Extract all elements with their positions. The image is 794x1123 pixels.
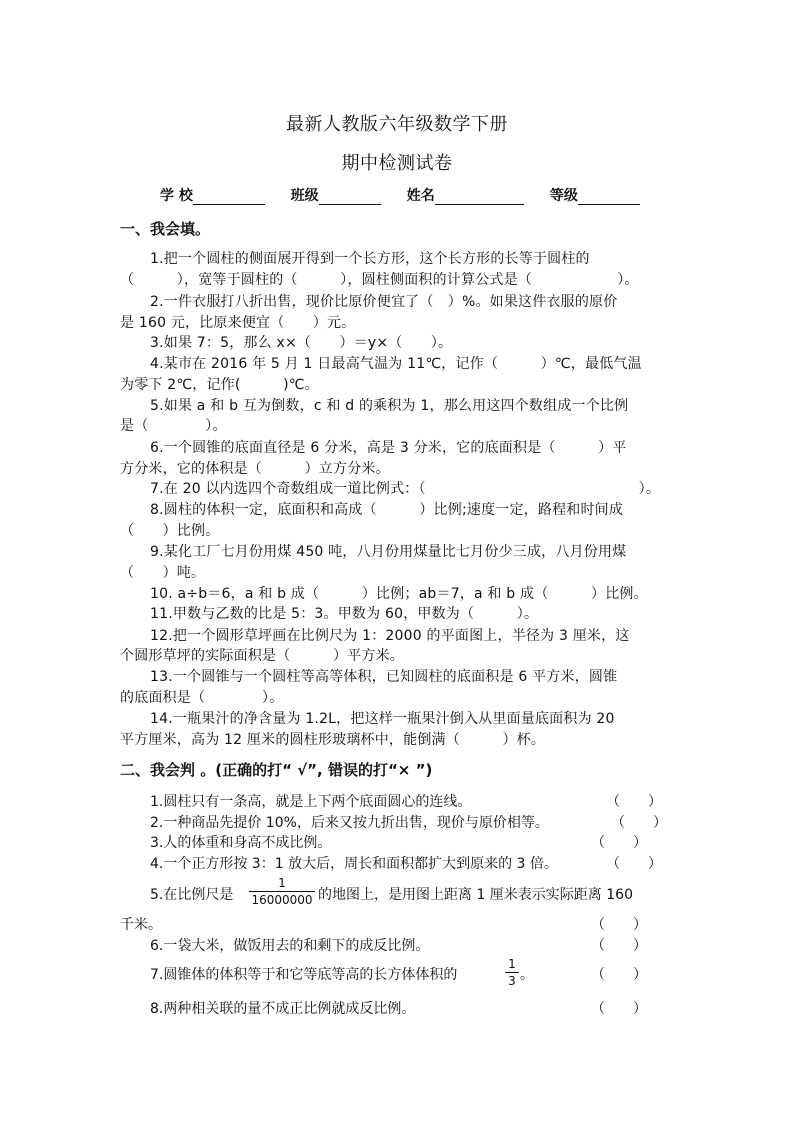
grade-label: 等级 — [549, 188, 578, 204]
tf-item-text: 8.两种相关联的量不成正比例就成反比例。 — [150, 1001, 416, 1017]
answer-parens[interactable]: （ ） — [591, 967, 647, 983]
question-line: 13.一个圆锥与一个圆柱等高等体积，已知圆柱的底面积是 6 平方米，圆锥 — [150, 669, 618, 685]
tf-item-text: 2.一种商品先提价 10%，后来又按九折出售，现价与原价相等。 — [150, 815, 549, 831]
tf-item-text: 3.人的体重和身高不成比例。 — [150, 835, 332, 851]
question-line: 6.一个圆锥的底面直径是 6 分米，高是 3 分米，它的底面积是（ ）平 — [150, 440, 627, 456]
question-line: 是 160 元，比原来便宜（ ）元。 — [120, 315, 356, 331]
question-line: 14.一瓶果汁的净含量为 1.2L，把这样一瓶果汁倒入从里面量底面积为 20 — [150, 711, 615, 727]
question-line: 10. a÷b＝6，a 和 b 成（ ）比例；ab＝7，a 和 b 成（ ）比例。 — [150, 586, 648, 602]
question-line: 5.如果 a 和 b 互为倒数，c 和 d 的乘积为 1，那么用这四个数组成一个比例 — [150, 398, 629, 414]
question-line: 是（ ）。 — [120, 418, 227, 434]
name-label: 姓名 — [406, 188, 435, 204]
question-line: （ ）吨。 — [120, 565, 206, 581]
question-line: 4.某市在 2016 年 5 月 1 日最高气温为 11℃，记作（ ）℃，最低气温 — [150, 356, 642, 372]
fraction-denominator: 3 — [508, 974, 516, 988]
tf-item-text: 的地图上，是用图上距离 1 厘米表示实际距离 160 — [318, 887, 633, 903]
fraction-denominator: 16000000 — [251, 893, 313, 907]
question-line: 方分米，它的体积是（ ）立方分米。 — [120, 461, 390, 477]
question-line: （ ），宽等于圆柱的（ ），圆柱侧面积的计算公式是（ ）。 — [120, 272, 639, 288]
grade-blank[interactable] — [578, 190, 640, 205]
fraction-numerator: 1 — [249, 876, 315, 892]
class-label: 班级 — [290, 188, 319, 204]
question-line: 平方厘米，高为 12 厘米的圆柱形玻璃杯中，能倒满（ ）杯。 — [120, 732, 546, 748]
question-line: 12.把一个圆形草坪画在比例尺为 1：2000 的平面图上，半径为 3 厘米，这 — [150, 628, 630, 644]
fraction-numerator: 1 — [505, 957, 519, 973]
answer-parens[interactable]: （ ） — [606, 794, 662, 810]
answer-parens[interactable]: （ ） — [591, 835, 647, 851]
third-fraction — [505, 957, 519, 988]
tf-item-text: 1.圆柱只有一条高，就是上下两个底面圆心的连线。 — [150, 794, 472, 810]
page-title: 最新人教版六年级数学下册 — [286, 114, 508, 135]
question-line: 个圆形草坪的实际面积是（ ）平方米。 — [120, 648, 404, 664]
page-subtitle: 期中检测试卷 — [341, 153, 453, 174]
tf-item-text: 6.一袋大米，做饭用去的和剩下的成反比例。 — [150, 938, 430, 954]
question-line: 1.把一个圆柱的侧面展开得到一个长方形，这个长方形的长等于圆柱的 — [150, 251, 590, 267]
class-blank[interactable] — [319, 190, 381, 205]
section-fill-in-heading: 一、我会填。 — [120, 220, 211, 238]
student-info-row — [160, 185, 640, 205]
question-line: 的底面积是（ ）。 — [120, 690, 284, 706]
answer-parens[interactable]: （ ） — [591, 1001, 647, 1017]
question-line: 2.一件衣服打八折出售，现价比原价便宜了（ ）%。如果这件衣服的原价 — [150, 294, 618, 310]
question-line: 8.圆柱的体积一定，底面积和高成（ ）比例;速度一定，路程和时间成 — [150, 502, 624, 518]
question-line: 9.某化工厂七月份用煤 450 吨，八月份用煤量比七月份少三成，八月份用煤 — [150, 544, 627, 560]
answer-parens[interactable]: （ ） — [591, 938, 647, 954]
tf-item-text: 5.在比例尺是 — [150, 887, 234, 903]
answer-parens[interactable]: （ ） — [591, 917, 647, 933]
question-line: 3.如果 7：5，那么 x×（ ）＝y×（ ）。 — [150, 335, 453, 351]
question-line: 11.甲数与乙数的比是 5：3。甲数为 60，甲数为（ ）。 — [150, 606, 539, 622]
question-line: 为零下 2℃，记作( )℃。 — [120, 377, 319, 393]
scale-fraction — [249, 876, 315, 907]
question-line: 7.在 20 以内选四个奇数组成一道比例式：（ ）。 — [150, 481, 661, 497]
tf-item-text: 4.一个正方形按 3：1 放大后，周长和面积都扩大到原来的 3 倍。 — [150, 856, 558, 872]
tf-item-text: 千米。 — [120, 917, 162, 933]
school-label: 学 校 — [160, 188, 193, 204]
tf-item-text: 7.圆锥体的体积等于和它等底等高的长方体体积的 — [150, 967, 458, 983]
answer-parens[interactable]: （ ） — [611, 815, 667, 831]
section-true-false-heading: 二、我会判 。(正确的打“ √”, 错误的打“× ”) — [120, 761, 433, 779]
tf-item-text: 。 — [520, 967, 534, 983]
question-line: （ ）比例。 — [120, 523, 220, 539]
answer-parens[interactable]: （ ） — [606, 856, 662, 872]
school-blank[interactable] — [193, 190, 265, 205]
name-blank[interactable] — [435, 190, 524, 205]
